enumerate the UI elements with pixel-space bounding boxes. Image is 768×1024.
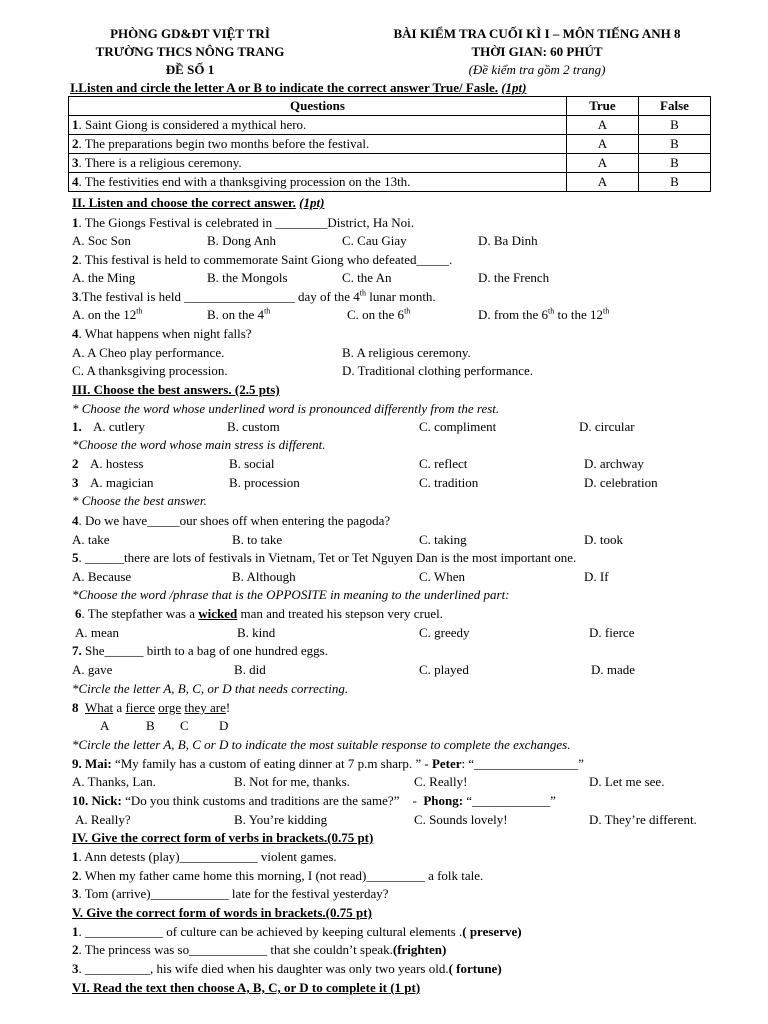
s3-q6-d[interactable]: D. fierce <box>589 625 635 640</box>
s2-q2-d[interactable]: D. the French <box>478 270 550 285</box>
option-true[interactable]: A <box>566 116 638 135</box>
col-true: True <box>566 97 638 116</box>
s3-q8: 8 What a fierce orge they are! <box>72 700 231 715</box>
s3-q4-a[interactable]: A. take <box>72 532 110 547</box>
s3-q10-b[interactable]: B. You’re kidding <box>234 812 328 827</box>
school-name: TRƯỜNG THCS NÔNG TRANG <box>95 44 285 59</box>
section4-title: IV. Give the correct form of verbs in brackets.(0.75 pt) <box>72 830 374 845</box>
option-false[interactable]: B <box>638 135 710 154</box>
s3-instruction-1: * Choose the word whose underlined word is pronounced differently from the rest. <box>72 401 500 416</box>
s2-q1: 1. The Giongs Festival is celebrated in ________District, Ha Noi. <box>72 215 415 230</box>
section2-title: II. Listen and choose the correct answer. <box>72 195 296 210</box>
s5-line-3: 3. __________, his wife died when his daughter was only two years old.( fortune) <box>72 961 502 976</box>
s3-q7-d[interactable]: D. made <box>591 662 636 677</box>
s3-q4-b[interactable]: B. to take <box>232 532 283 547</box>
s3-q3-num: 3 <box>72 475 79 490</box>
s3-q4-c[interactable]: C. taking <box>419 532 467 547</box>
s3-q8-a[interactable]: A <box>100 718 110 733</box>
s3-q3-d[interactable]: D. celebration <box>584 475 658 490</box>
s5-line-1: 1. ____________ of culture can be achieved by keeping cultural elements .( preserve) <box>72 924 522 939</box>
section5-title: V. Give the correct form of words in brackets.(0.75 pt) <box>72 905 372 920</box>
question-cell: 4. The festivities end with a thanksgiving procession on the 13th. <box>69 173 567 192</box>
s2-q2: 2. This festival is held to commemorate Saint Giong who defeated_____. <box>72 252 453 267</box>
s3-q9-b[interactable]: B. Not for me, thanks. <box>234 774 350 789</box>
s3-q9-c[interactable]: C. Really! <box>414 774 468 789</box>
option-false[interactable]: B <box>638 116 710 135</box>
s2-q4-c[interactable]: C. A thanksgiving procession. <box>72 363 228 378</box>
exam-title: BÀI KIỂM TRA CUỐI KÌ I – MÔN TIẾNG ANH 8 <box>393 26 681 41</box>
s3-q1-d[interactable]: D. circular <box>579 419 635 434</box>
s3-q5: 5. ______there are lots of festivals in Vietnam, Tet or Tet Nguyen Dan is the most important one. <box>72 550 577 565</box>
col-questions: Questions <box>69 97 567 116</box>
table-header-row <box>69 97 711 116</box>
s2-q4-b[interactable]: B. A religious ceremony. <box>342 345 471 360</box>
s3-q2-a[interactable]: A. hostess <box>90 456 144 471</box>
s2-q3-c[interactable]: C. on the 6th <box>347 306 411 322</box>
s3-q1-c[interactable]: C. compliment <box>419 419 497 434</box>
s3-q6: 6. The stepfather was a wicked man and treated his stepson very cruel. <box>75 606 443 621</box>
s3-q5-d[interactable]: D. If <box>584 569 609 584</box>
table-row <box>69 154 711 173</box>
table-row <box>69 135 711 154</box>
s3-q1-a[interactable]: A. cutlery <box>93 419 145 434</box>
s3-q9: 9. Mai: “My family has a custom of eating dinner at 7 p.m sharp. ” - Peter: “________________” <box>72 756 584 771</box>
s3-q2-d[interactable]: D. archway <box>584 456 644 471</box>
s4-line-3: 3. Tom (arrive)____________ late for the festival yesterday? <box>72 886 389 901</box>
s2-q1-a[interactable]: A. Soc Son <box>72 233 131 248</box>
s2-q3-b[interactable]: B. on the 4th <box>207 306 271 322</box>
s2-q1-b[interactable]: B. Dong Anh <box>207 233 276 248</box>
s3-instruction-2: *Choose the word whose main stress is different. <box>72 437 326 452</box>
s3-q6-a[interactable]: A. mean <box>75 625 120 640</box>
s2-q2-c[interactable]: C. the An <box>342 270 392 285</box>
s3-q2-num: 2 <box>72 456 79 471</box>
s4-line-2: 2. When my father came home this morning, I (not read)_________ a folk tale. <box>72 868 484 883</box>
option-true[interactable]: A <box>566 173 638 192</box>
s3-q9-a[interactable]: A. Thanks, Lan. <box>72 774 156 789</box>
s2-q4-d[interactable]: D. Traditional clothing performance. <box>342 363 533 378</box>
s3-q6-b[interactable]: B. kind <box>237 625 276 640</box>
true-false-table <box>68 96 711 192</box>
col-false: False <box>638 97 710 116</box>
s3-q7-c[interactable]: C. played <box>419 662 469 677</box>
s3-q7: 7. She______ birth to a bag of one hundred eggs. <box>72 643 328 658</box>
s3-q4-d[interactable]: D. took <box>584 532 623 547</box>
s3-q10-a[interactable]: A. Really? <box>75 812 131 827</box>
table-row <box>69 173 711 192</box>
s3-q10-d[interactable]: D. They’re different. <box>589 812 697 827</box>
s3-q8-b[interactable]: B <box>146 718 155 733</box>
question-cell: 3. There is a religious ceremony. <box>69 154 567 173</box>
s5-line-2: 2. The princess was so____________ that she couldn’t speak.(frighten) <box>72 942 447 957</box>
s3-q5-b[interactable]: B. Although <box>232 569 296 584</box>
section2-heading <box>72 194 324 212</box>
section1-points: (1pt) <box>501 80 527 95</box>
section3-title: III. Choose the best answers. (2.5 pts) <box>72 382 280 397</box>
s2-q3-d[interactable]: D. from the 6th to the 12th <box>478 306 610 322</box>
s3-q5-a[interactable]: A. Because <box>72 569 132 584</box>
table-row <box>69 116 711 135</box>
question-cell: 2. The preparations begin two months before the festival. <box>69 135 567 154</box>
s2-q2-b[interactable]: B. the Mongols <box>207 270 288 285</box>
s3-q6-c[interactable]: C. greedy <box>419 625 470 640</box>
exam-code: ĐỀ SỐ 1 <box>165 62 215 77</box>
s3-q8-d[interactable]: D <box>219 718 229 733</box>
s2-q2-a[interactable]: A. the Ming <box>72 270 136 285</box>
s2-q1-d[interactable]: D. Ba Dinh <box>478 233 538 248</box>
s3-q1-num: 1. <box>72 419 82 434</box>
option-false[interactable]: B <box>638 173 710 192</box>
s3-q3-c[interactable]: C. tradition <box>419 475 479 490</box>
s3-q1-b[interactable]: B. custom <box>227 419 280 434</box>
s3-q3-a[interactable]: A. magician <box>90 475 154 490</box>
exam-duration: THỜI GIAN: 60 PHÚT <box>471 44 603 59</box>
s3-q4: 4. Do we have_____our shoes off when entering the pagoda? <box>72 513 391 528</box>
s3-instruction-5: *Circle the letter A, B, C, or D that needs correcting. <box>72 681 349 696</box>
s4-line-1: 1. Ann detests (play)____________ violent games. <box>72 849 337 864</box>
school-office: PHÒNG GD&ĐT VIỆT TRÌ <box>110 26 270 41</box>
question-cell: 1. Saint Giong is considered a mythical hero. <box>69 116 567 135</box>
s2-q3: 3.The festival is held _________________ day of the 4th lunar month. <box>72 288 436 304</box>
section6-title: VI. Read the text then choose A, B, C, or D to complete it (1 pt) <box>72 980 421 995</box>
s3-q2-b[interactable]: B. social <box>229 456 275 471</box>
s3-q7-a[interactable]: A. gave <box>72 662 113 677</box>
underlined-word: wicked <box>198 606 238 621</box>
section1-heading <box>70 79 527 97</box>
s2-q4-a[interactable]: A. A Cheo play performance. <box>72 345 225 360</box>
s3-instruction-6: *Circle the letter A, B, C or D to indicate the most suitable response to complete the exchanges. <box>72 737 571 752</box>
s2-q1-c[interactable]: C. Cau Giay <box>342 233 407 248</box>
s3-instruction-3: * Choose the best answer. <box>72 493 207 508</box>
option-false[interactable]: B <box>638 154 710 173</box>
option-true[interactable]: A <box>566 154 638 173</box>
s3-q3-b[interactable]: B. procession <box>229 475 300 490</box>
option-true[interactable]: A <box>566 135 638 154</box>
exam-pages-note: (Đề kiểm tra gồm 2 trang) <box>468 62 606 77</box>
s3-q7-b[interactable]: B. did <box>234 662 266 677</box>
s3-q10-c[interactable]: C. Sounds lovely! <box>414 812 508 827</box>
s3-q10: 10. Nick: “Do you think customs and traditions are the same?” - Phong: “____________” <box>72 793 556 808</box>
s3-q8-c[interactable]: C <box>180 718 189 733</box>
s3-instruction-4: *Choose the word /phrase that is the OPPOSITE in meaning to the underlined part: <box>72 587 510 602</box>
s3-q9-d[interactable]: D. Let me see. <box>589 774 665 789</box>
s3-q2-c[interactable]: C. reflect <box>419 456 468 471</box>
s2-q3-a[interactable]: A. on the 12th <box>72 306 143 322</box>
s3-q5-c[interactable]: C. When <box>419 569 465 584</box>
s2-q4: 4. What happens when night falls? <box>72 326 252 341</box>
section1-title: I.Listen and circle the letter A or B to indicate the correct answer True/ Fasle. <box>70 80 498 95</box>
section2-points: (1pt) <box>299 195 325 210</box>
